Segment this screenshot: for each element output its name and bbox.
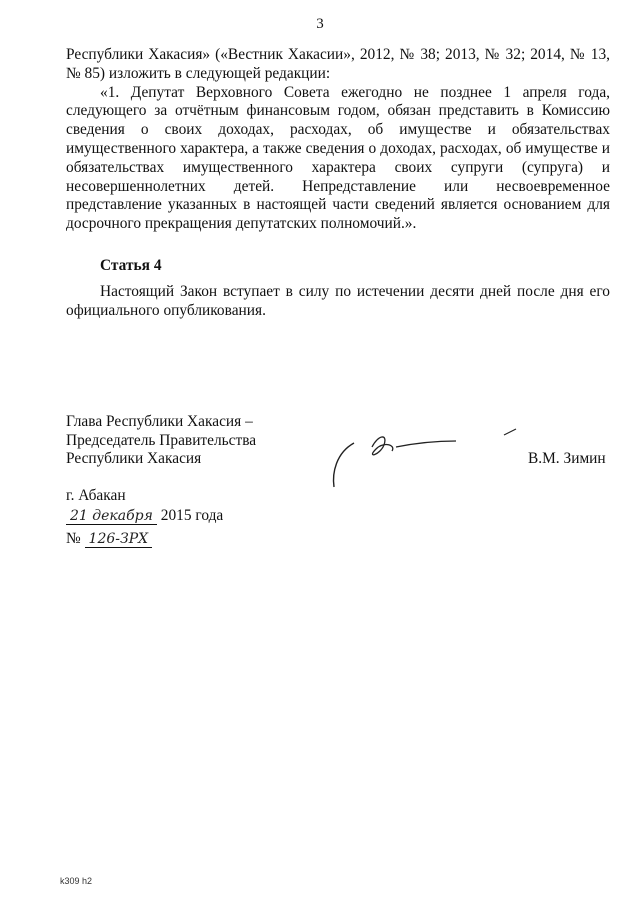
date-line [66, 507, 223, 529]
law-number-line [66, 530, 152, 548]
handwritten-law-number: 126-ЗРХ [85, 531, 153, 548]
signatory-line-3: Республики Хакасия [66, 450, 202, 467]
signatory-line-2: Председатель Правительства [66, 431, 257, 449]
signatory-title [66, 413, 256, 469]
place-of-signing: г. Абакан [66, 487, 126, 504]
handwritten-signature [326, 425, 526, 495]
article-4-body [66, 283, 610, 321]
intro-paragraph: Республики Хакасия» («Вестник Хакасии», 2012, № 38; 2013, № 32; 2014, № 13, № 85) изложить в следующей редакции: [66, 46, 610, 82]
quoted-paragraph: «1. Депутат Верховного Совета ежегодно не позднее 1 апреля года, следующего за отчётным финансовым годом, обязан представить в Комиссию сведения о своих доходах, расходах, об имуществе и обязательствах имущественного характера, а также сведения о доходах, расходах, об имуществе и обязательствах имущественного характера своих супруги (супруга) и несовершеннолетних детей. Непредставление или несвоевременное представление указанных в настоящей части сведений является основанием для досрочного прекращения депутатских полномочий.». [66, 83, 610, 233]
article-4-heading: Статья 4 [100, 257, 162, 274]
signatory-line-1: Глава Республики Хакасия – [66, 413, 253, 430]
date-year: 2015 года [160, 507, 224, 524]
amendment-text [66, 46, 610, 234]
footer-code: k309 h2 [60, 876, 93, 886]
page-number: 3 [316, 16, 324, 32]
signatory-name: В.М. Зимин [528, 450, 606, 467]
handwritten-date: 21 декабря [66, 508, 157, 525]
number-sign: № [66, 530, 81, 547]
article-4-text: Настоящий Закон вступает в силу по истечении десяти дней после дня его официального опубликования. [66, 283, 610, 319]
